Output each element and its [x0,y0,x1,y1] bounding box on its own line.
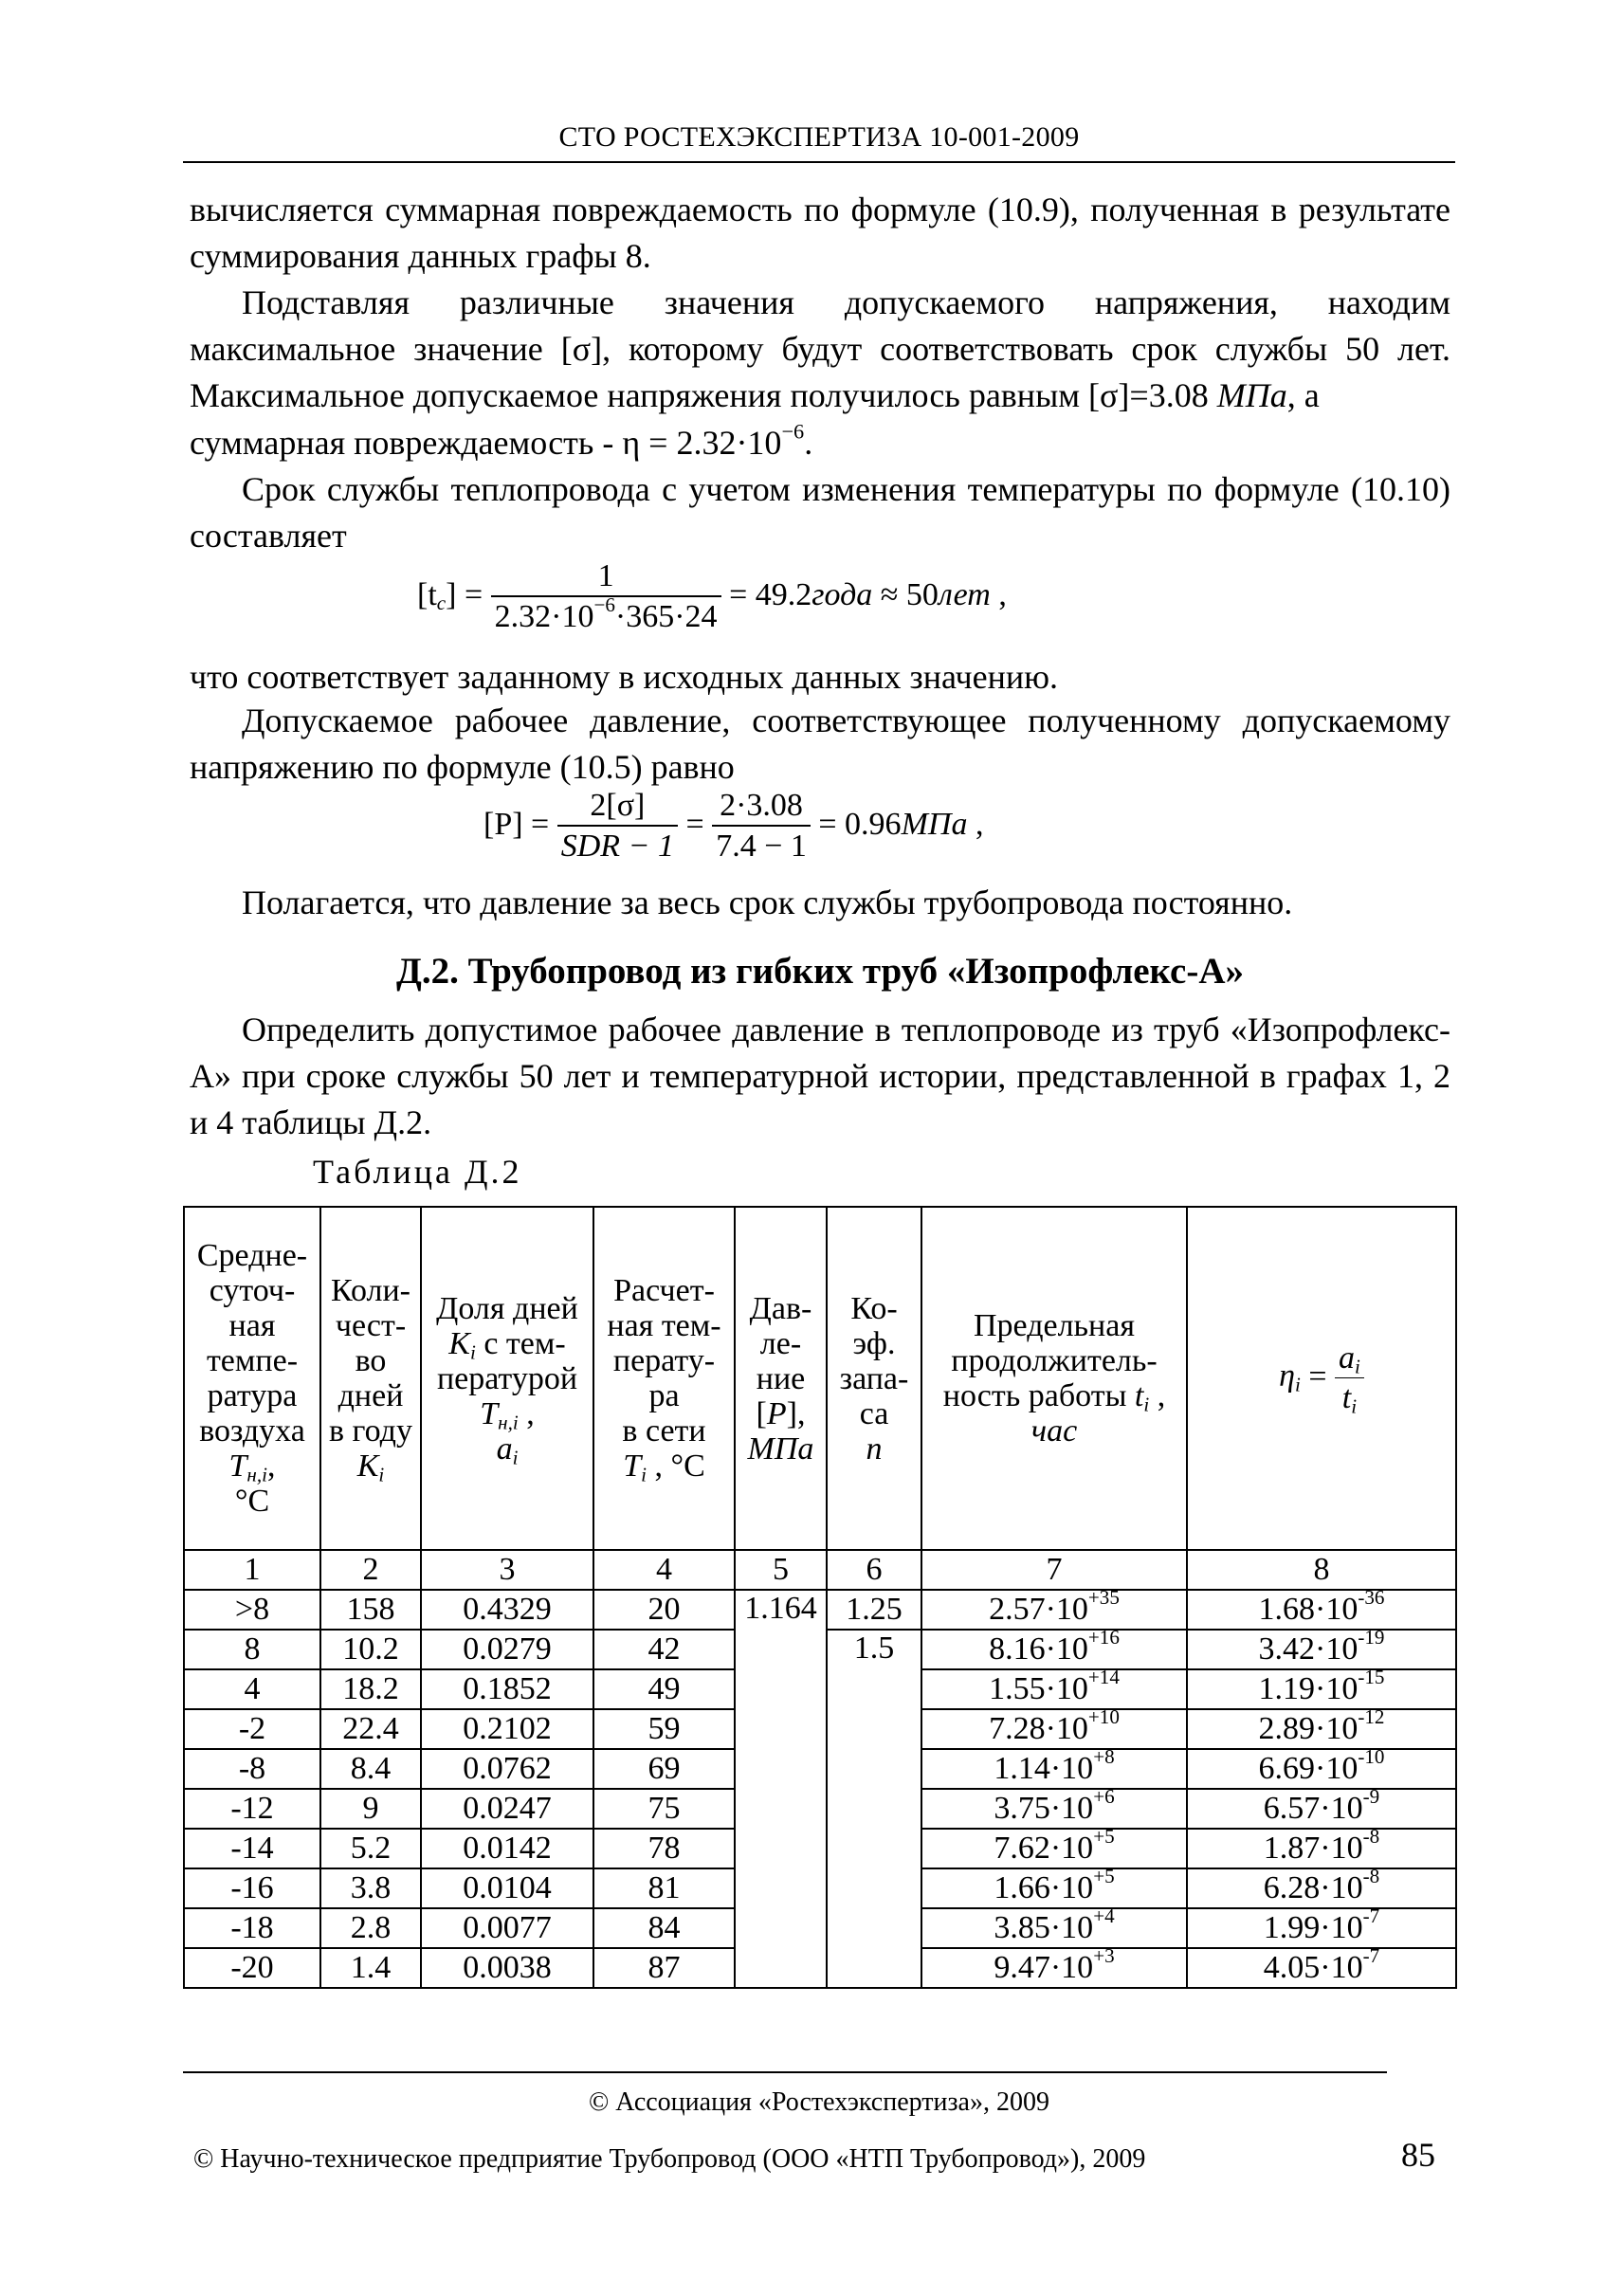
cell-days: 158 [320,1590,421,1630]
cell-day-share: 0.0077 [421,1908,593,1948]
page-number: 85 [1401,2136,1435,2174]
unit-mpa: МПа [1216,376,1287,414]
cell-air-temperature: -18 [184,1908,320,1948]
footer-rule [183,2071,1387,2073]
cell-eta: $6.69\cdot 10^{-10}$ [1187,1749,1456,1789]
fraction: $\frac{1}{2.32\cdot 10^{-6}\cdot 365\cdot 24}$ [491,557,721,637]
paragraph-2-text: Подставляя различные значения допускаемого напряжения, находим максимальное значение [σ], которому будут соответствовать срок службы 50 лет. Максимальное допускаемое напряжения получилось равным [σ]=3.08 [190,283,1450,414]
cell-day-share: 0.2102 [421,1709,593,1749]
cell-days: 3.8 [320,1868,421,1908]
cell-life: $3.75\cdot 10^{+6}$ [921,1789,1187,1829]
cell-life: $1.66\cdot 10^{+5}$ [921,1868,1187,1908]
cell-life: $8.16\cdot 10^{+16}$ [921,1630,1187,1669]
cell-day-share: 0.0279 [421,1630,593,1669]
table-header-row [184,1207,1456,1550]
cell-network-temperature: 59 [593,1709,735,1749]
cell-eta: $1.99\cdot 10^{-7}$ [1187,1908,1456,1948]
header-days: Коли- чест- во дней в году $K_i$ [320,1207,421,1550]
column-number-4: 4 [593,1550,735,1590]
header-rule [183,161,1455,163]
cell-network-temperature: 69 [593,1749,735,1789]
cell-day-share: 0.0762 [421,1749,593,1789]
cell-air-temperature: -12 [184,1789,320,1829]
cell-life: $2.57\cdot 10^{+35}$ [921,1590,1187,1630]
paragraph-3-prefix: суммарная повреждаемость - [190,424,623,462]
data-table [183,1206,1457,1989]
paragraph-4: Срок службы теплопровода с учетом изменения температуры по формуле (10.10) составляет [190,470,1450,555]
cell-network-temperature: 87 [593,1948,735,1988]
paragraph-2 [190,280,1450,419]
paragraph-1: вычисляется суммарная повреждаемость по формуле (10.9), полученная в результате суммирования данных графы 8. [190,191,1450,275]
footer-copyright-enterprise: © Научно-техническое предприятие Трубопровод (ООО «НТП Трубопровод»), 2009 [193,2144,1146,2174]
cell-days: 9 [320,1789,421,1829]
column-number-1: 1 [184,1550,320,1590]
header-pressure: Дав- ле- ние [P], МПа [735,1207,827,1550]
cell-network-temperature: 84 [593,1908,735,1948]
cell-air-temperature: -20 [184,1948,320,1988]
column-number-7: 7 [921,1550,1187,1590]
column-number-3: 3 [421,1550,593,1590]
cell-life: $3.85\cdot 10^{+4}$ [921,1908,1187,1948]
cell-eta: $3.42\cdot 10^{-19}$ [1187,1630,1456,1669]
cell-air-temperature: -8 [184,1749,320,1789]
cell-days: 18.2 [320,1669,421,1709]
cell-pressure: 1.164 [735,1590,827,1988]
section-heading: Д.2. Трубопровод из гибких труб «Изопрофлекс-А» [395,951,1244,992]
cell-safety-factor: 1.25 [827,1590,921,1630]
cell-life: $9.47\cdot 10^{+3}$ [921,1948,1187,1988]
paragraph-3: суммарная повреждаемость - $\eta = 2.32\cdot 10^{-6}$. [190,419,813,462]
table-caption: Таблица Д.2 [313,1153,522,1191]
header-day-share: Доля дней $K_i$ с тем- пературой $T_{н,i}$ , $a_i$ [421,1207,593,1550]
table-row [184,1590,1456,1630]
cell-air-temperature: >8 [184,1590,320,1630]
damage-formula: $\eta = 2.32\cdot 10^{-6}$ [622,419,805,462]
paragraph-7: Полагается, что давление за весь срок службы трубопровода постоянно. [242,884,1293,921]
cell-network-temperature: 81 [593,1868,735,1908]
cell-air-temperature: -14 [184,1829,320,1868]
cell-days: 10.2 [320,1630,421,1669]
cell-network-temperature: 75 [593,1789,735,1829]
cell-network-temperature: 20 [593,1590,735,1630]
cell-air-temperature: -2 [184,1709,320,1749]
cell-day-share: 0.0247 [421,1789,593,1829]
header-temperature: Средне- суточ- ная темпе- ратура воздуха $T_{н,i}$, °С [184,1207,320,1550]
cell-network-temperature: 49 [593,1669,735,1709]
formula-service-life: $[t_c]$ = $\frac{1}{2.32\cdot 10^{-6}\cdot 365\cdot 24}$ = 49.2года ≈ 50лет , [417,557,1007,637]
cell-days: 5.2 [320,1829,421,1868]
cell-life: $7.62\cdot 10^{+5}$ [921,1829,1187,1868]
cell-life: $7.28\cdot 10^{+10}$ [921,1709,1187,1749]
footer-copyright-association: © Ассоциация «Ростехэкспертиза», 2009 [589,2087,1049,2117]
cell-day-share: 0.4329 [421,1590,593,1630]
cell-day-share: 0.0104 [421,1868,593,1908]
cell-eta: $6.28\cdot 10^{-8}$ [1187,1868,1456,1908]
cell-eta: $2.89\cdot 10^{-12}$ [1187,1709,1456,1749]
column-number-6: 6 [827,1550,921,1590]
table-body [184,1586,1456,1988]
paragraph-8: Определить допустимое рабочее давление в теплопроводе из труб «Изопрофлекс-А» при сроке службы 50 лет и температурной истории, представленной в графах 1, 2 и 4 таблицы Д.2. [190,1011,1450,1141]
cell-air-temperature: 4 [184,1669,320,1709]
cell-network-temperature: 42 [593,1630,735,1669]
header-safety-factor: Ко- эф. запа- са n [827,1207,921,1550]
cell-day-share: 0.1852 [421,1669,593,1709]
header-eta: $\eta_i$ = $\frac{a_i}{t_i}$ [1187,1207,1456,1550]
cell-eta: $1.19\cdot 10^{-15}$ [1187,1669,1456,1709]
column-number-2: 2 [320,1550,421,1590]
cell-life: $1.55\cdot 10^{+14}$ [921,1669,1187,1709]
paragraph-2-tail: , а [1286,376,1320,414]
column-number-5: 5 [735,1550,827,1590]
cell-days: 1.4 [320,1948,421,1988]
cell-eta: $4.05\cdot 10^{-7}$ [1187,1948,1456,1988]
cell-day-share: 0.0142 [421,1829,593,1868]
column-number-8: 8 [1187,1550,1456,1590]
cell-air-temperature: 8 [184,1630,320,1669]
cell-air-temperature: -16 [184,1868,320,1908]
cell-safety-factor: 1.5 [827,1630,921,1988]
header-network-temperature: Расчет- ная тем- перату- ра в сети $T_i$ , °С [593,1207,735,1550]
running-header: СТО РОСТЕХЭКСПЕРТИЗА 10-001-2009 [558,121,1080,153]
paragraph-5: что соответствует заданному в исходных данных значению. [190,658,1059,696]
cell-life: $1.14\cdot 10^{+8}$ [921,1749,1187,1789]
cell-network-temperature: 78 [593,1829,735,1868]
cell-day-share: 0.0038 [421,1948,593,1988]
cell-days: 8.4 [320,1749,421,1789]
cell-eta: $1.68\cdot 10^{-36}$ [1187,1590,1456,1630]
cell-days: 22.4 [320,1709,421,1749]
paragraph-6: Допускаемое рабочее давление, соответствующее полученному допускаемому напряжению по формуле (10.5) равно [190,702,1450,786]
cell-eta: $6.57\cdot 10^{-9}$ [1187,1789,1456,1829]
formula-pressure: [P] = $\frac{2[\sigma]}{\text{SDR − 1}}$ = $\frac{2\cdot 3.08}{7.4 - 1}$ = 0.96МПа , [483,788,984,864]
cell-eta: $1.87\cdot 10^{-8}$ [1187,1829,1456,1868]
header-life: Предельная продолжитель- ность работы $t_i$ , час [921,1207,1187,1550]
cell-days: 2.8 [320,1908,421,1948]
table-column-numbers [184,1550,1456,1590]
